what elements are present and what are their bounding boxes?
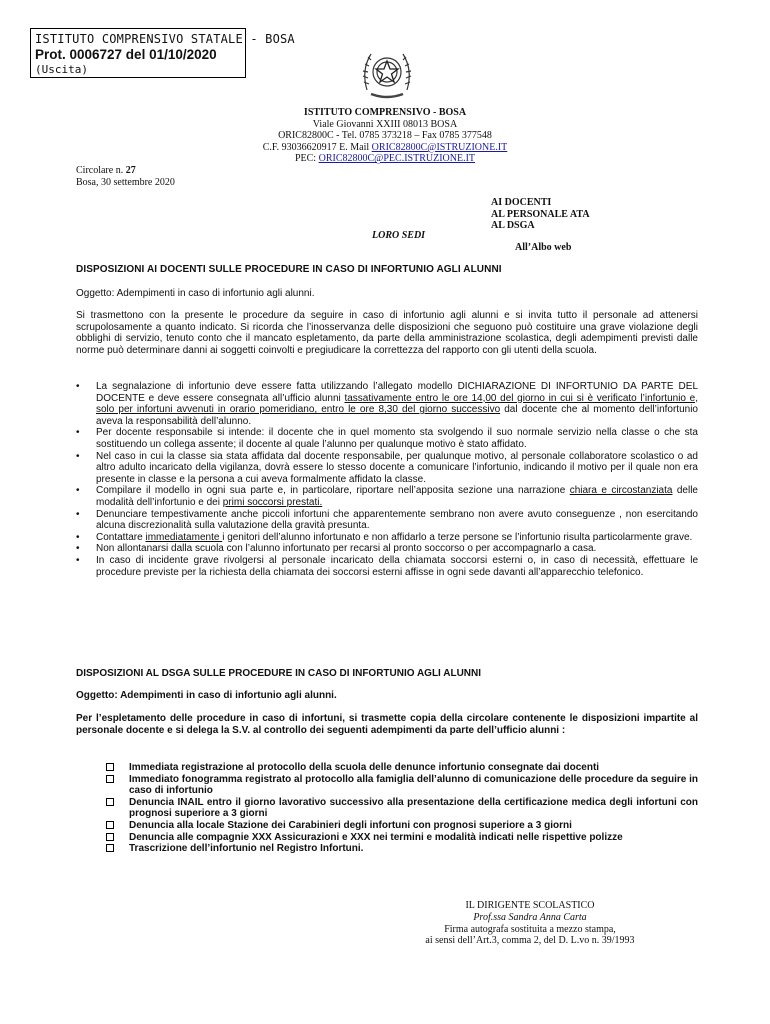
albo-web: All’Albo web [515,242,572,253]
signature-role: IL DIRIGENTE SCOLASTICO [465,900,595,911]
signature-name: Prof.ssa Sandra Anna Carta [473,911,587,923]
bullet-icon: • [76,543,80,555]
pec-link[interactable]: ORIC82800C@PEC.ISTRUZIONE.IT [318,153,476,165]
recipients [491,197,590,232]
list-item: Denuncia INAIL entro il giorno lavorativo successivo alla presentazione della certificazione medica degli infortuni con prognosi superiore a 3 giorni [76,797,698,820]
list-item: • Non allontanarsi dalla scuola con l’alunno infortunato per recarsi al pronto soccorso o per accompagnarlo a casa. [76,543,597,555]
stamp-direction: (Uscita) [35,63,88,76]
bullet-icon: • [76,450,80,462]
circolare-number: 27 [125,165,136,176]
recipient-docenti: AI DOCENTI [491,197,552,208]
list-item: Immediato fonogramma registrato al protocollo alla famiglia dell’alunno di comunicazione delle procedure da seguire in caso di infortunio [76,774,698,797]
section1-bullet-list [76,381,698,578]
republic-emblem-icon [357,40,417,104]
bullet-icon: • [76,485,80,497]
circolare-label: Circolare n. [76,165,124,176]
email-link[interactable]: ORIC82800C@ISTRUZIONE.IT [371,141,508,153]
checkbox-square-icon [106,821,114,829]
section1-title: DISPOSIZIONI AI DOCENTI SULLE PROCEDURE IN CASO DI INFORTUNIO AGLI ALUNNI [76,264,502,275]
checkbox-square-icon [106,833,114,841]
list-item: • In caso di incidente grave rivolgersi al personale incaricato della chiamata soccorsi esterni o, in caso di necessità, effettuare le procedure previste per la richiesta della chiamata dei soccorsi esterni affisse in ogni sede davanti all’apparecchio telefonico. [76,554,698,578]
circolare-info [76,165,175,188]
circolare-number-line [76,165,175,177]
signature-block [420,900,640,947]
school-email-line [0,142,770,154]
recipient-ata: AL PERSONALE ATA [491,208,590,220]
list-item: • Compilare il modello in ogni sua parte e, in particolare, riportare nell’apposita sezione una narrazione chiara e circostanziata delle modalità dell’infortunio e dei primi soccorsi prestati. [76,485,698,508]
stamp-protocol: Prot. 0006727 del 01/10/2020 [35,47,217,62]
list-item: Trascrizione dell’infortunio nel Registro Infortuni. [76,843,698,855]
bullet-icon: • [76,554,80,566]
pec-label: PEC: [294,153,317,165]
stamp-school: ISTITUTO COMPRENSIVO STATALE - BOSA [35,32,295,46]
list-item: • Contattare immediatamente i genitori dell’alunno infortunato e non affidarlo a terze persone se l’infortunio risulta particolarmente grave. [76,531,693,543]
signature-note1: Firma autografa sostituita a mezzo stampa, [444,923,616,935]
bullet-icon: • [76,381,80,392]
signature-note2: ai sensi dell’Art.3, comma 2, del D. L.vo n. 39/1993 [425,935,635,947]
school-pec-line [0,153,770,165]
list-item: Immediata registrazione al protocollo della scuola delle denunce infortunio consegnate dai docenti [76,762,698,774]
list-item: • Denunciare tempestivamente anche piccoli infortuni che apparentemente sembrano non avere avuto conseguenze , non esercitando alcuna discrezionalità sulla valutazione della gravità presunta. [76,508,698,532]
school-address: Viale Giovanni XXIII 08013 BOSA [312,118,458,130]
section2-oggetto: Oggetto: Adempimenti in caso di infortunio agli alunni. [76,690,337,701]
checkbox-square-icon [106,763,114,771]
list-item: Denuncia alla locale Stazione dei Carabinieri degli infortuni con prognosi superiore a 3 giorni [76,820,698,832]
checkbox-square-icon [106,775,114,783]
section1-oggetto: Oggetto: Adempimenti in caso di infortunio agli alunni. [76,288,315,299]
section2-intro: Per l’espletamento delle procedure in caso di infortuni, si trasmette copia della circolare contenente le disposizioni impartite al personale docente e si delega la S.V. al controllo dei seguenti adempimenti da parte dell’ufficio alunni : [76,713,698,736]
section2-checklist [76,762,698,855]
list-item: • La segnalazione di infortunio deve essere fatta utilizzando l’allegato modello DICHIARAZIONE DI INFORTUNIO DA PARTE DEL DOCENTE e deve essere consegnata all’ufficio alunni tassativamente entro le ore 14,00 del giorno in cui si è verificato l’infortunio e, solo per infortuni avvenuti in orario pomeridiano, entro le ore 8,30 del giorno successivo dal docente che al momento dell’infortunio aveva la responsabilità dell’alunno. [76,381,699,427]
list-item: Denuncia alle compagnie XXX Assicurazioni e XXX nei termini e modalità indicati nelle rispettive polizze [76,832,698,844]
circolare-date: Bosa, 30 settembre 2020 [76,176,175,188]
bullet-icon: • [76,508,80,520]
section2-title: DISPOSIZIONI AL DSGA SULLE PROCEDURE IN CASO DI INFORTUNIO AGLI ALUNNI [76,668,482,679]
list-item: • Nel caso in cui la classe sia stata affidata dal docente responsabile, per qualunque motivo, al personale collaboratore scolastico o ad altro adulto incaricato della vigilanza, dovrà essere lo stesso docente a comunicare l’infortunio, indicando il motivo per il quale non era presente in classe e la persona a cui aveva formalmente affidato la classe. [76,450,698,485]
list-item: • Per docente responsabile si intende: il docente che in quel momento sta svolgendo il suo normale servizio nella classe o che sta sostituendo un collega assente; il docente al quale l’alunno per qualunque motivo è stato affidato. [76,427,698,450]
school-header [0,107,770,165]
recipient-dsga: AL DSGA [491,220,535,231]
loro-sedi: LORO SEDI [372,230,426,241]
checkbox-square-icon [106,798,114,806]
cf-label: C.F. 93036620917 E. Mail [262,141,370,153]
bullet-icon: • [76,427,80,439]
section1-intro: Si trasmettono con la presente le procedure da seguire in caso di infortunio agli alunni e si invita tutto il personale ad attenersi scrupolosamente a quanto indicato. Si ricorda che l’inosservanza delle disposizioni che seguono può costituire una grave violazione degli obblighi di servizio, tenuto conto che il mancato espletamento, da parte della amministrazione scolastica, degli adempimenti previsti dalle norme può determinare danni ai soggetti coinvolti e pregiudicare la correttezza del rapporto con gli utenti della scuola. [76,310,698,356]
protocol-stamp [30,28,295,78]
checkbox-square-icon [106,844,114,852]
bullet-icon: • [76,531,80,543]
school-name: ISTITUTO COMPRENSIVO - BOSA [303,107,467,118]
school-phone: ORIC82800C - Tel. 0785 373218 – Fax 0785 377548 [278,130,492,142]
